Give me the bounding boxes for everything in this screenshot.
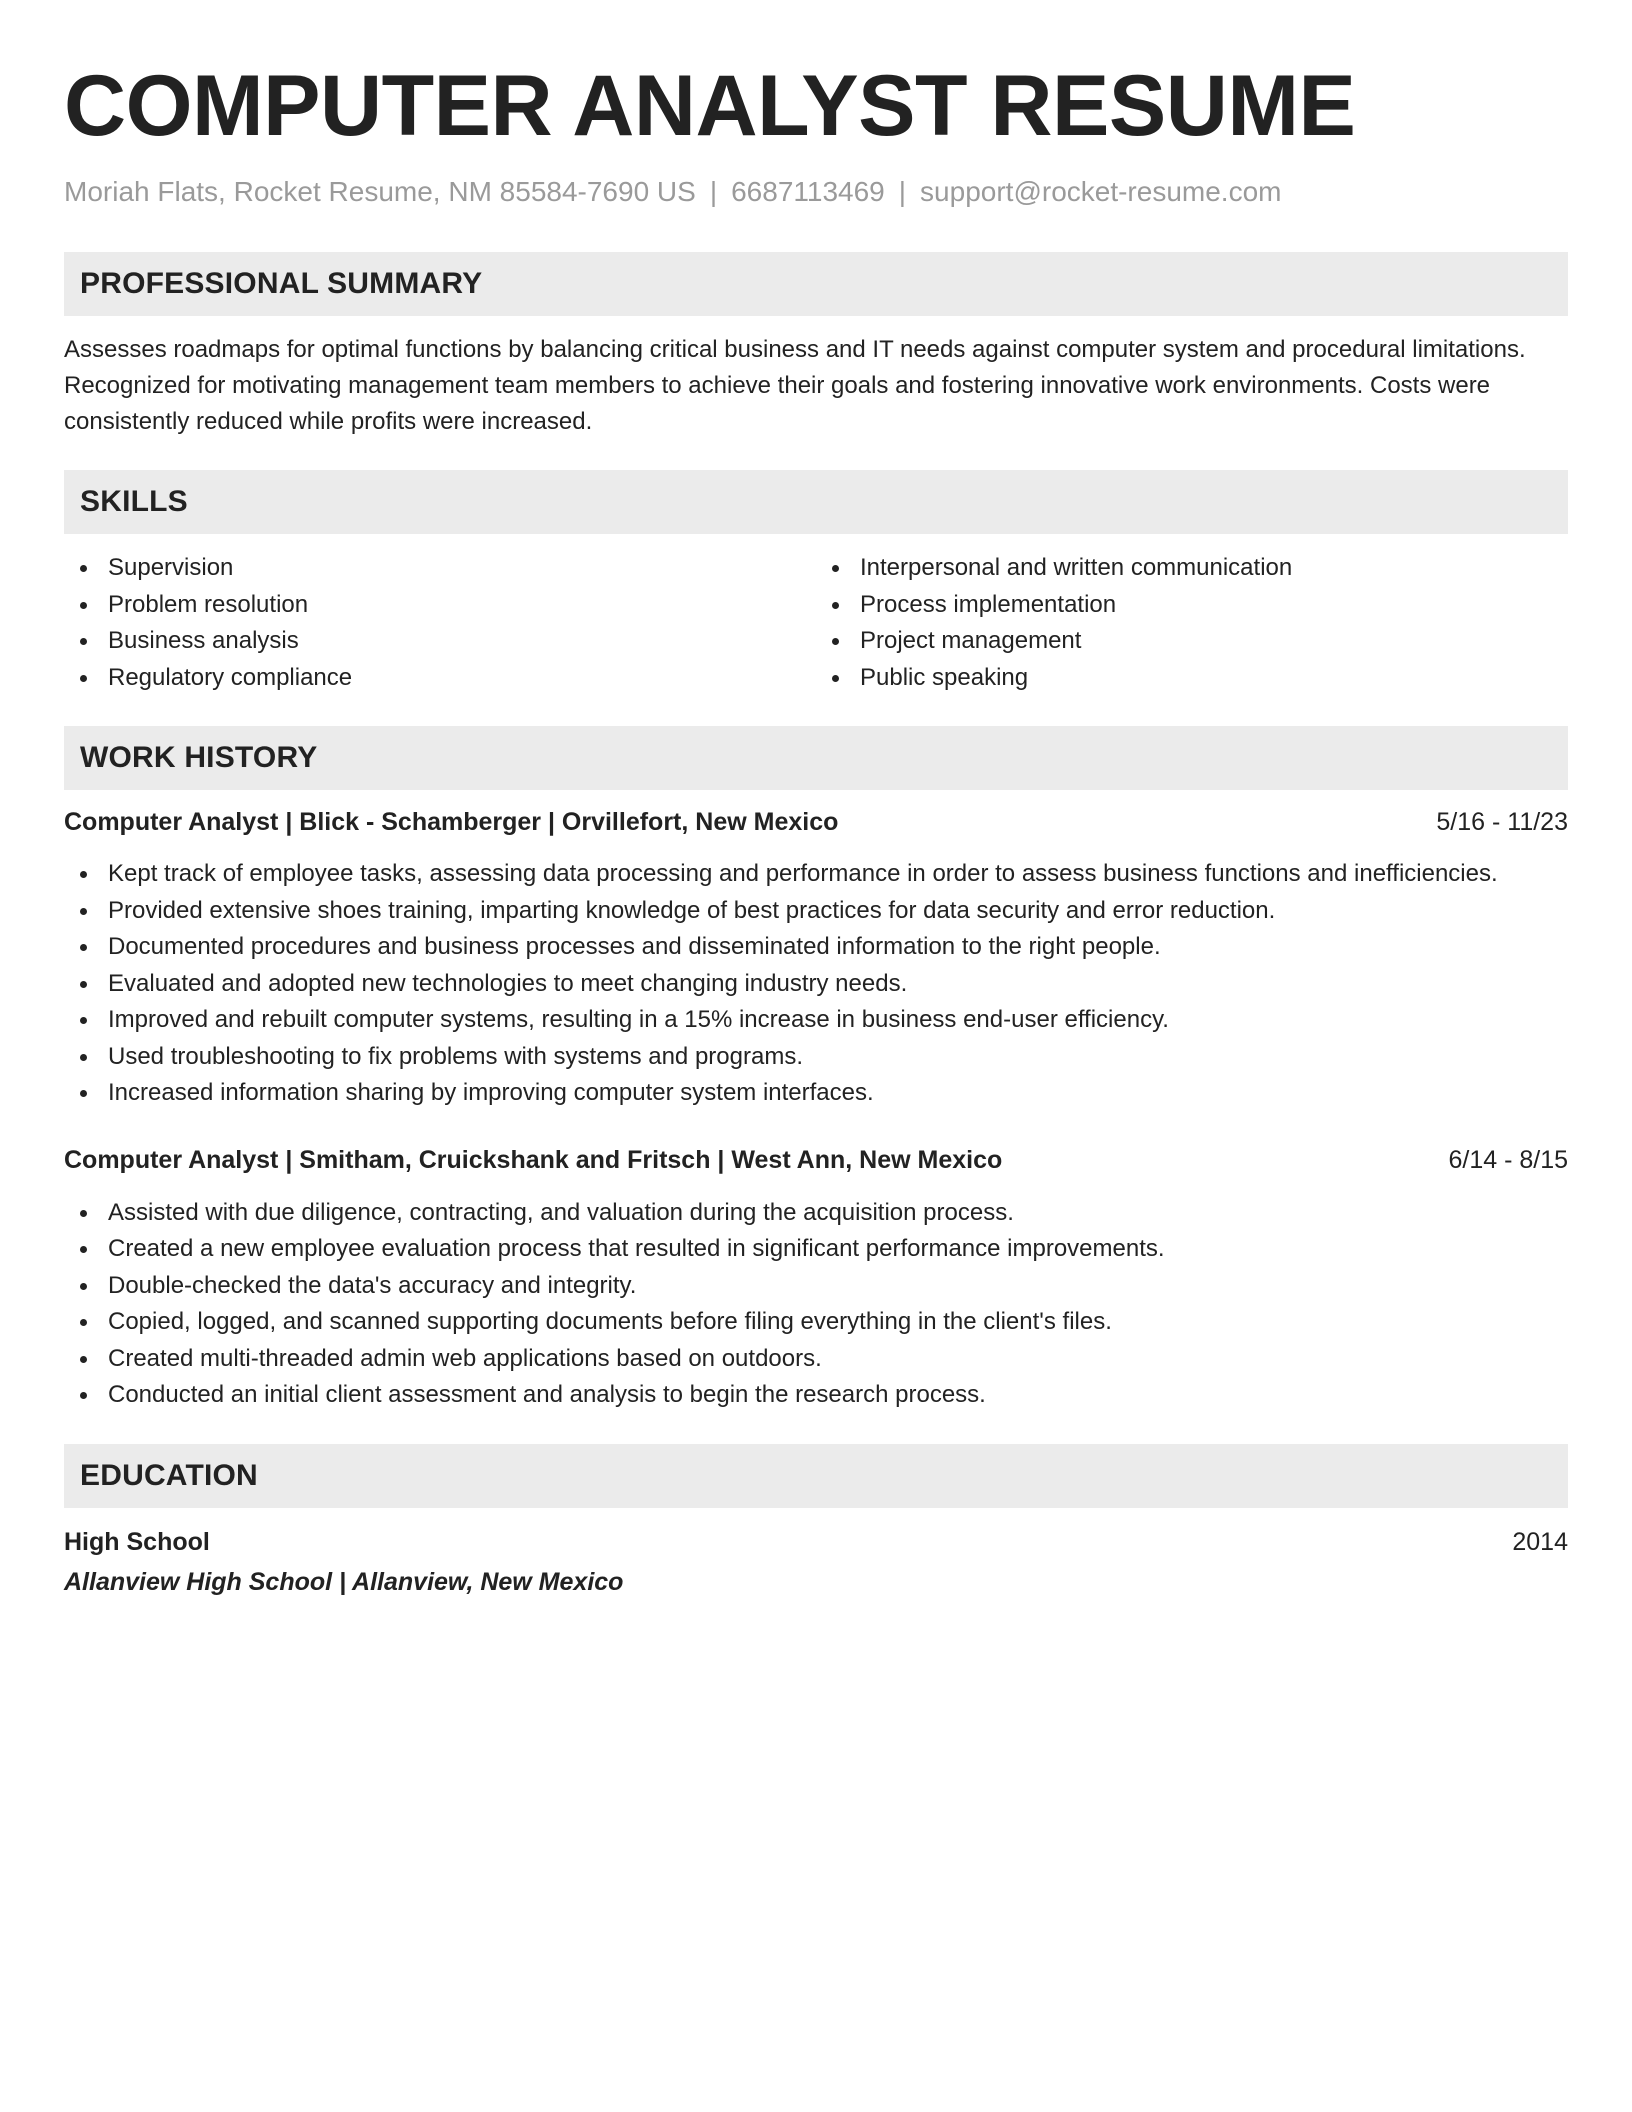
job-header (64, 1142, 1568, 1178)
job-dates: 5/16 - 11/23 (1436, 808, 1568, 836)
skill-item: Public speaking (816, 660, 1568, 697)
section-header-summary: PROFESSIONAL SUMMARY (64, 252, 1568, 316)
contact-phone: 6687113469 (731, 176, 885, 207)
job-bullet: Created a new employee evaluation process that resulted in significant performance improvements. (64, 1231, 1568, 1268)
job-bullet: Improved and rebuilt computer systems, resulting in a 15% increase in business end-user efficiency. (64, 1002, 1568, 1039)
contact-email: support@rocket-resume.com (920, 176, 1282, 207)
job-title: Computer Analyst | Blick - Schamberger | Orvillefort, New Mexico (64, 808, 839, 836)
skills-list (64, 550, 1568, 696)
job-bullet: Kept track of employee tasks, assessing data processing and performance in order to assess business functions and inefficiencies. (64, 856, 1568, 893)
job-bullet: Provided extensive shoes training, imparting knowledge of best practices for data security and error reduction. (64, 893, 1568, 930)
job-bullet: Documented procedures and business processes and disseminated information to the right people. (64, 929, 1568, 966)
job-bullet: Created multi-threaded admin web applications based on outdoors. (64, 1341, 1568, 1378)
job-bullet: Increased information sharing by improving computer system interfaces. (64, 1075, 1568, 1112)
section-header-work-history: WORK HISTORY (64, 726, 1568, 790)
job-title: Computer Analyst | Smitham, Cruickshank and Fritsch | West Ann, New Mexico (64, 1145, 1003, 1174)
section-header-education: EDUCATION (64, 1444, 1568, 1508)
education-entry (64, 1524, 1568, 1600)
skill-item: Problem resolution (64, 587, 816, 624)
contact-address: Moriah Flats, Rocket Resume, NM 85584-7690 US (64, 176, 696, 207)
job-entry (64, 1142, 1568, 1414)
education-header (64, 1524, 1568, 1560)
skill-item: Project management (816, 623, 1568, 660)
contact-separator: | (709, 176, 718, 207)
job-bullet: Double-checked the data's accuracy and integrity. (64, 1268, 1568, 1305)
job-bullet: Copied, logged, and scanned supporting documents before filing everything in the client's files. (64, 1304, 1568, 1341)
job-bullet: Assisted with due diligence, contracting, and valuation during the acquisition process. (64, 1195, 1568, 1232)
contact-line (64, 174, 1568, 210)
job-dates: 6/14 - 8/15 (1448, 1145, 1568, 1174)
education-year: 2014 (1512, 1527, 1568, 1556)
job-header (64, 804, 1568, 840)
skill-item: Business analysis (64, 623, 816, 660)
section-header-skills: SKILLS (64, 470, 1568, 534)
job-bullets (64, 1195, 1568, 1414)
skill-item: Process implementation (816, 587, 1568, 624)
education-degree: High School (64, 1527, 210, 1556)
job-bullet: Conducted an initial client assessment and analysis to begin the research process. (64, 1377, 1568, 1414)
skill-item: Interpersonal and written communication (816, 550, 1568, 587)
job-bullet: Used troubleshooting to fix problems with systems and programs. (64, 1039, 1568, 1076)
job-bullet: Evaluated and adopted new technologies to meet changing industry needs. (64, 966, 1568, 1003)
job-bullets (64, 856, 1568, 1112)
skills-column-right (816, 550, 1568, 696)
job-entry (64, 804, 1568, 1112)
skill-item: Supervision (64, 550, 816, 587)
contact-separator: | (898, 176, 907, 207)
education-school: Allanview High School | Allanview, New Mexico (64, 1567, 624, 1596)
summary-text: Assesses roadmaps for optimal functions by balancing critical business and IT needs against computer system and procedural limitations. Recognized for motivating management team members to achieve their goals and fostering innovative work environments. Costs were consistently reduced while profits were increased. (64, 336, 1526, 435)
resume-title: COMPUTER ANALYST RESUME (64, 58, 1356, 154)
skill-item: Regulatory compliance (64, 660, 816, 697)
skills-column-left (64, 550, 816, 696)
